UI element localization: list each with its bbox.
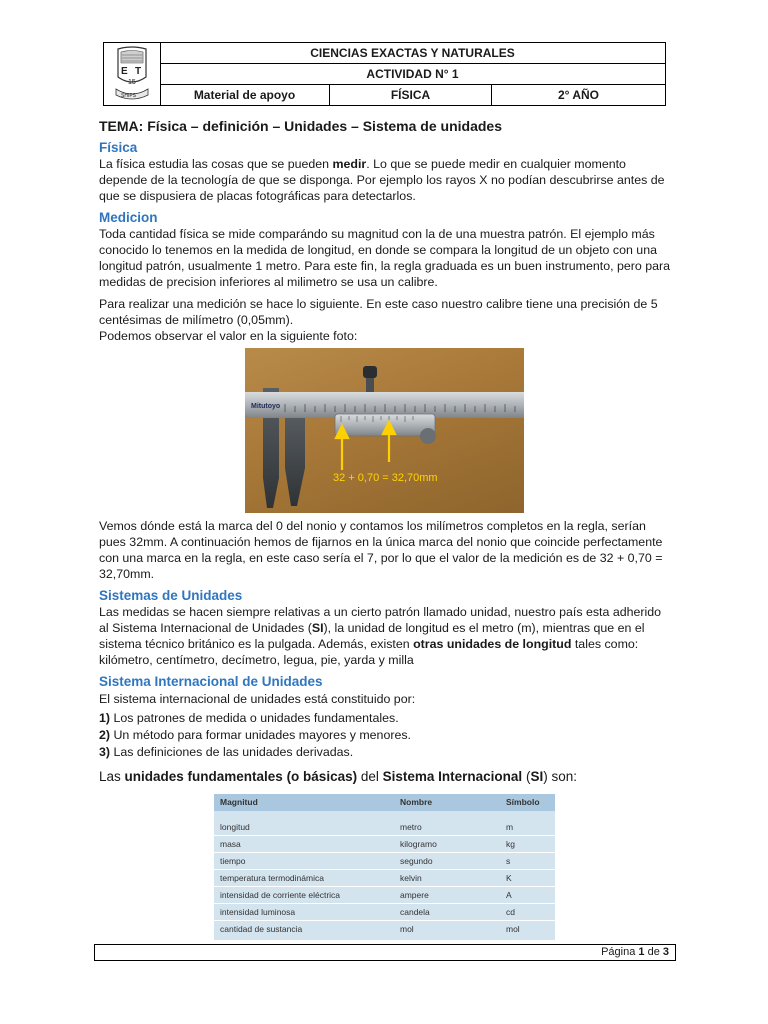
svg-text:T: T: [135, 66, 142, 77]
caliper-photo: [245, 348, 524, 513]
si-list-item-2: 2) Un método para formar unidades mayores y menores.: [99, 728, 411, 742]
section-heading-sistemas: Sistemas de Unidades: [99, 588, 243, 603]
table-header: [214, 794, 555, 811]
header-year-cell: 2° AÑO: [557, 88, 600, 102]
school-logo-cell: [104, 43, 161, 105]
cell-simbolo: kg: [506, 839, 515, 849]
measurement-label: 32 + 0,70 = 32,70mm: [333, 472, 438, 484]
cell-simbolo: m: [506, 822, 514, 832]
header-table: [103, 42, 666, 106]
cell-magnitud: intensidad luminosa: [220, 907, 296, 917]
cell-simbolo: A: [506, 890, 512, 900]
table-row: [214, 870, 555, 887]
table-row: [214, 921, 555, 938]
topic-title: TEMA: Física – definición – Unidades – Sistema de unidades: [99, 118, 502, 134]
cell-magnitud: cantidad de sustancia: [220, 924, 303, 934]
si-intro: El sistema internacional de unidades está constituido por:: [99, 692, 416, 706]
table-row: [214, 904, 555, 921]
table-row: [214, 887, 555, 904]
cell-simbolo: K: [506, 873, 512, 883]
caliper-brand: Mitutoyo: [251, 403, 281, 410]
cell-magnitud: masa: [220, 839, 241, 849]
school-logo: [104, 43, 160, 105]
cell-nombre: kelvin: [400, 873, 422, 883]
table-row: [214, 853, 555, 870]
cell-magnitud: intensidad de corriente eléctrica: [220, 890, 341, 900]
paragraph-medicion-1: Toda cantidad física se mide comparándo su magnitud con la de una muestra patrón. El ejemplo más conocido lo tenemos en la medida de longitud, en donde se compara la longitud de un objeto con una longitud patrón, usualmente 1 metro. Para este fin, la regla graduada es un buen instrumento, pero para medidas de precision inferiores al milimetro se usa un calibre.: [99, 227, 671, 289]
header-info-row: [160, 85, 665, 105]
header-subject-cell: FÍSICA: [330, 85, 492, 105]
cell-nombre: kilogramo: [400, 839, 437, 849]
table-row: [214, 819, 555, 836]
cell-nombre: segundo: [400, 856, 433, 866]
section-heading-si: Sistema Internacional de Unidades: [99, 674, 323, 689]
svg-text:SHIPS: SHIPS: [121, 93, 137, 99]
paragraph-fisica: La física estudia las cosas que se pueden medir. Lo que se puede medir en cualquier momento depende de la tecnología de que se disponga. Por ejemplo los rayos X no podían descubrirse antes de que se dispusiera de placas fotográficas para detectarlos.: [99, 157, 665, 203]
cell-nombre: metro: [400, 822, 422, 832]
col-header-nombre: Nombre: [400, 797, 433, 807]
section-heading-medicion: Medicion: [99, 210, 158, 225]
cell-simbolo: mol: [506, 924, 520, 934]
cell-nombre: candela: [400, 907, 430, 917]
col-header-simbolo: Símbolo: [506, 797, 540, 807]
paragraph-medicion-2: Para realizar una medición se hace lo siguiente. En este caso nuestro calibre tiene una precisión de 5 centésimas de milímetro (0,05mm). Podemos observar el valor en la siguiente foto:: [99, 297, 658, 343]
cell-magnitud: longitud: [220, 822, 250, 832]
header-activity-row: ACTIVIDAD N° 1: [160, 64, 665, 85]
si-list-item-1: 1) Los patrones de medida o unidades fundamentales.: [99, 711, 399, 725]
paragraph-medicion-3: Vemos dónde está la marca del 0 del nonio y contamos los milímetros completos en la regla, serían pues 32mm. A continuación hemos de fijarnos en la única marca del nonio que coincide perfectamente con una marca en la regla, en este caso sería el 7, por lo que el valor de la medición es de 32 + 0,70 = 32,70mm.: [99, 519, 663, 581]
paragraph-sistemas: Las medidas se hacen siempre relativas a un cierto patrón llamado unidad, nuestro país esta adherido al Sistema Internacional de Unidades (SI), la unidad de longitud es el metro (m), mientras que en el sistema técnico británico es la pulgada. Además, existen otras unidades de longitud tales como: kilómetro, centímetro, decímetro, legua, pie, yarda y milla: [99, 605, 662, 667]
si-list-item-3: 3) Las definiciones de las unidades derivadas.: [99, 745, 354, 759]
cell-simbolo: cd: [506, 907, 515, 917]
cell-simbolo: s: [506, 856, 511, 866]
header-title-row: CIENCIAS EXACTAS Y NATURALES: [160, 43, 665, 64]
page-footer: Página 1 de 3: [94, 944, 676, 961]
si-lead-sentence: Las unidades fundamentales (o básicas) del Sistema Internacional (SI) son:: [99, 769, 577, 784]
cell-nombre: ampere: [400, 890, 429, 900]
cell-magnitud: temperatura termodinámica: [220, 873, 324, 883]
svg-text:15: 15: [128, 79, 136, 86]
table-row: [214, 836, 555, 853]
cell-nombre: mol: [400, 924, 414, 934]
cell-magnitud: tiempo: [220, 856, 246, 866]
col-header-magnitud: Magnitud: [220, 797, 258, 807]
svg-text:E: E: [121, 66, 128, 77]
section-heading-fisica: Física: [99, 140, 138, 155]
si-units-table: [214, 794, 555, 940]
header-material-cell: Material de apoyo: [160, 85, 330, 105]
